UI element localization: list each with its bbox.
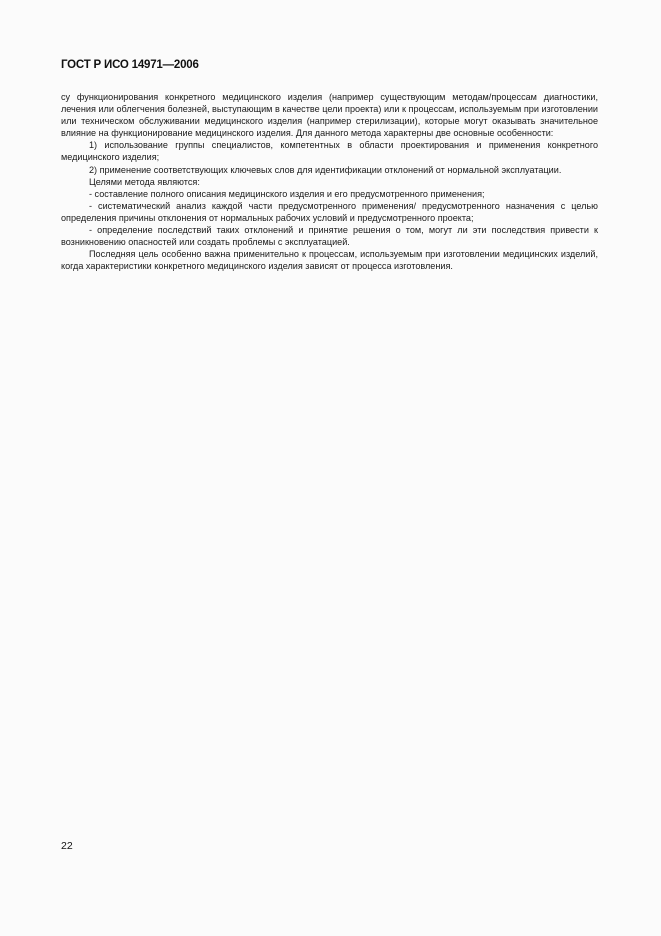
paragraph-goal-2: - систематический анализ каждой части предусмотренного применения/ предусмотренного назначения с целью определения причины отклонения от нормальных рабочих условий и предусмотренного проекта; [61, 200, 598, 223]
paragraph-goal-3: - определение последствий таких отклонений и принятие решения о том, могут ли эти последствия привести к возникновению опасностей или создать проблемы с эксплуатацией. [61, 225, 598, 248]
page-number: 22 [61, 840, 73, 852]
document-header: ГОСТ Р ИСО 14971—2006 [61, 59, 199, 71]
paragraph-conclusion: Последняя цель особенно важна применительно к процессам, используемым при изготовлении медицинских изделий, когда характеристики конкретного медицинского изделия зависят от процесса изготовления. [61, 249, 598, 272]
document-body [61, 91, 598, 272]
paragraph-intro: су функционирования конкретного медицинского изделия (например существующим методам/процессам диагностики, лечения или облегчения болезней, выступающим в качестве цели проекта) или к процессам, используемым при изготовлении или техническом обслуживании медицинского изделия (например стерилизации), которые могут оказывать значительное влияние на функционирование медицинского изделия. Для данного метода характерны две основные особенности: [61, 92, 598, 139]
paragraph-feature-2: 2) применение соответствующих ключевых слов для идентификации отклонений от нормальной эксплуатации. [89, 164, 562, 175]
paragraph-feature-1: 1) использование группы специалистов, компетентных в области проектирования и применения конкретного медицинского изделия; [61, 140, 598, 163]
paragraph-goals-heading: Целями метода являются: [89, 176, 200, 187]
paragraph-goal-1: - составление полного описания медицинского изделия и его предусмотренного применения; [89, 188, 485, 199]
